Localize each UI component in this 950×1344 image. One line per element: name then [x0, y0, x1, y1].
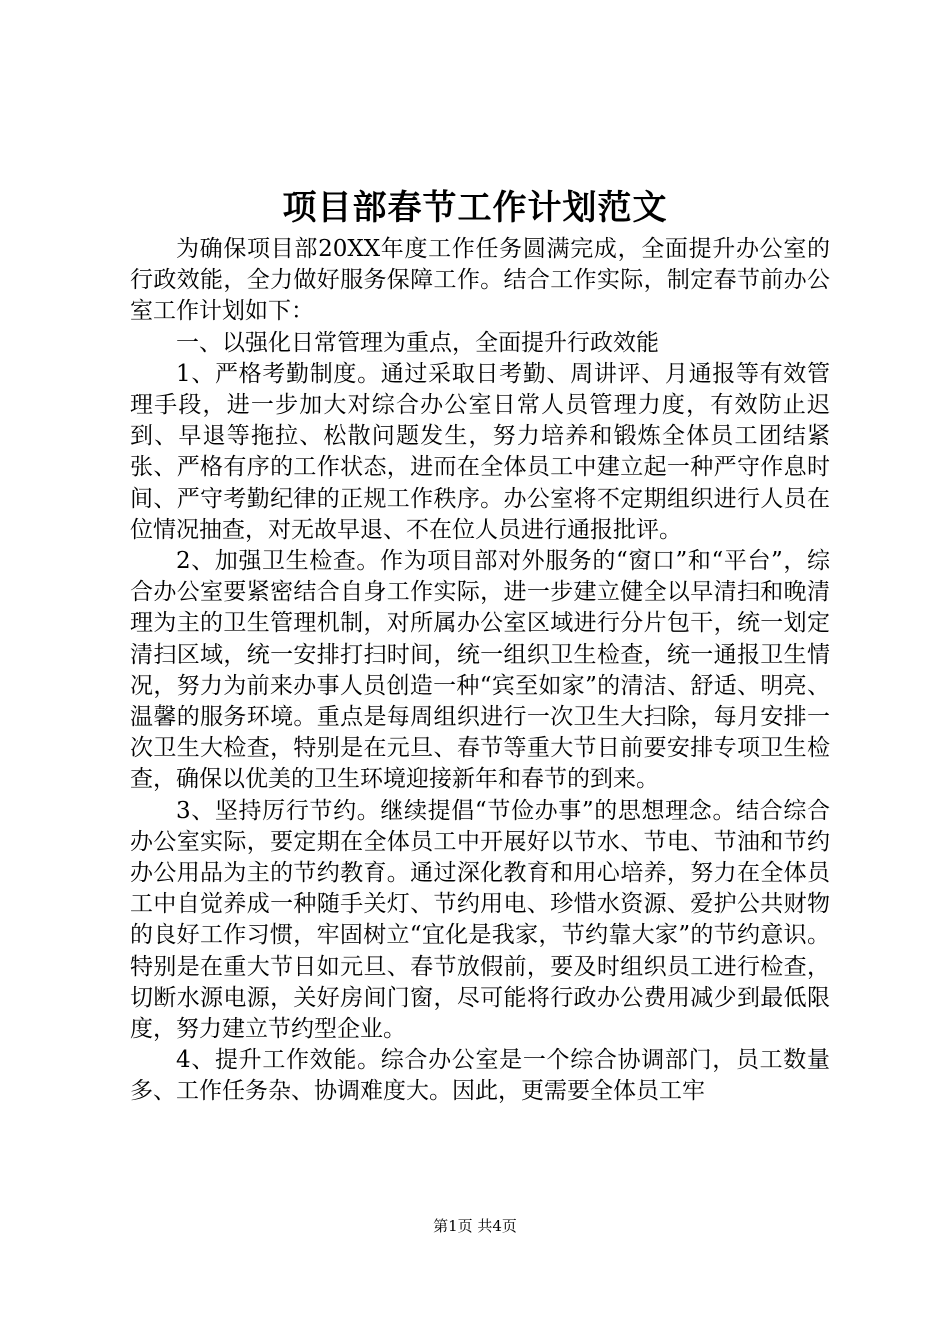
document-title: 项目部春节工作计划范文: [282, 188, 668, 228]
page-footer: 第1页 共4页: [433, 1217, 517, 1235]
item-efficiency-paragraph: 4、提升工作效能。综合办公室是一个综合协调部门，员工数量多、工作任务杂、协调难度大。因此，更需要全体员工牢: [130, 1047, 830, 1105]
item-attendance-paragraph: 1、严格考勤制度。通过采取日考勤、周讲评、月通报等有效管理手段，进一步加大对综合办公室日常人员管理力度，有效防止迟到、早退等拖拉、松散问题发生，努力培养和锻炼全体员工团结紧张、严格有序的工作状态，进而在全体员工中建立起一种严守作息时间、严守考勤纪律的正规工作秩序。办公室将不定期组织进行人员在位情况抽查，对无故早退、不在位人员进行通报批评。: [130, 360, 830, 543]
section-heading-1: 一、以强化日常管理为重点，全面提升行政效能: [176, 329, 659, 356]
intro-paragraph: 为确保项目部20XX年度工作任务圆满完成，全面提升办公室的行政效能，全力做好服务保障工作。结合工作实际，制定春节前办公室工作计划如下：: [130, 236, 830, 325]
item-hygiene-paragraph: 2、加强卫生检查。作为项目部对外服务的“窗口”和“平台”，综合办公室要紧密结合自身工作实际，进一步建立健全以早清扫和晚清理为主的卫生管理机制，对所属办公室区域进行分片包干，统一划定清扫区域，统一安排打扫时间，统一组织卫生检查，统一通报卫生情况，努力为前来办事人员创造一种“宾至如家”的清洁、舒适、明亮、温馨的服务环境。重点是每周组织进行一次卫生大扫除，每月安排一次卫生大检查，特别是在元旦、春节等重大节日前要安排专项卫生检查，确保以优美的卫生环境迎接新年和春节的到来。: [130, 548, 830, 793]
document-body: [130, 234, 830, 1108]
item-thrift-paragraph: 3、坚持厉行节约。继续提倡“节俭办事”的思想理念。结合综合办公室实际，要定期在全体员工中开展好以节水、节电、节油和节约办公用品为主的节约教育。通过深化教育和用心培养，努力在全体员工中自觉养成一种随手关灯、节约用电、珍惜水资源、爱护公共财物的良好工作习惯，牢固树立“宜化是我家，节约靠大家”的节约意识。特别是在重大节日如元旦、春节放假前，要及时组织员工进行检查，切断水源电源，关好房间门窗，尽可能将行政办公费用减少到最低限度，努力建立节约型企业。: [130, 797, 830, 1043]
